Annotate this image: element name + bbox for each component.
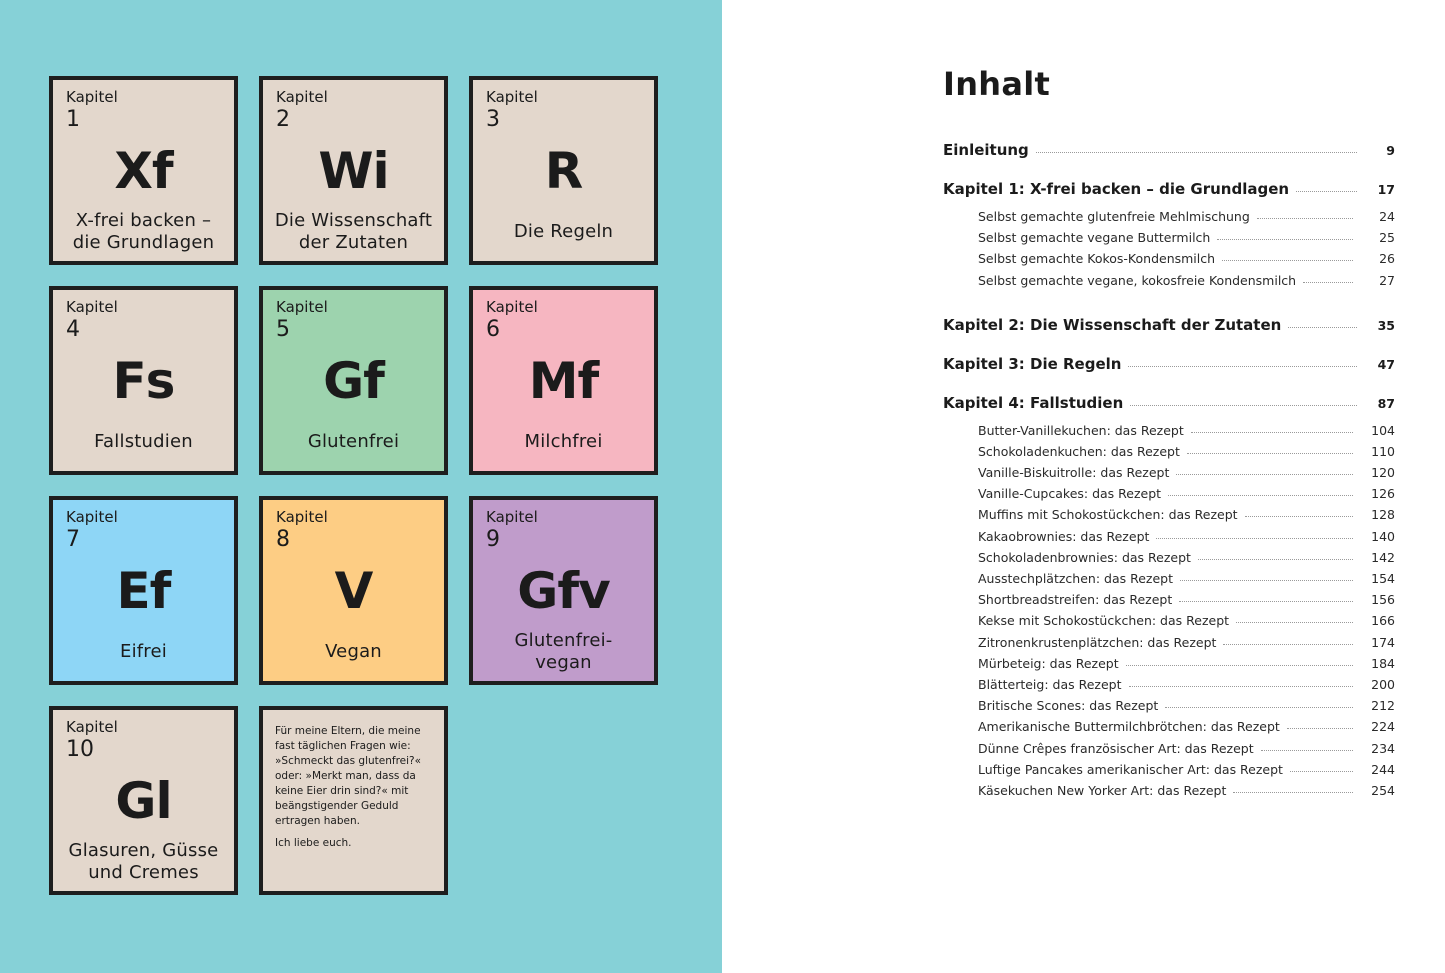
toc-sub-entry[interactable] <box>978 570 1395 588</box>
toc-entry-title: Shortbreadstreifen: das Rezept <box>978 592 1173 608</box>
toc-entry-title: Mürbeteig: das Rezept <box>978 655 1119 671</box>
toc-sub-entry[interactable] <box>978 634 1395 652</box>
toc-entry-page: 184 <box>1371 655 1395 671</box>
chapter-tile-3[interactable] <box>469 76 658 265</box>
toc-entry-title: Kekse mit Schokostückchen: das Rezept <box>978 613 1230 629</box>
toc-entry-title: Ausstechplätzchen: das Rezept <box>978 571 1173 586</box>
chapter-label: Kapitel <box>486 88 538 106</box>
toc-leader-dots <box>1130 405 1357 406</box>
toc-entry-page: 17 <box>1377 182 1395 197</box>
toc-title: Inhalt <box>943 65 1051 103</box>
toc-entry-title: Selbst gemachte vegane Buttermilch <box>978 230 1211 246</box>
chapter-label: Kapitel <box>66 718 118 736</box>
toc-entry-page: 212 <box>1371 698 1395 714</box>
toc-sub-entry[interactable] <box>978 272 1395 290</box>
contents-page <box>722 0 1445 973</box>
toc-entry-page: 87 <box>1377 395 1395 411</box>
chapter-label: Kapitel <box>486 508 538 526</box>
toc-entry-page: 126 <box>1371 486 1395 502</box>
chapter-name: Fallstudien <box>94 431 193 452</box>
chapter-symbol: Gl <box>115 772 172 830</box>
toc-sub-entry[interactable] <box>978 422 1395 440</box>
toc-chapter-entry[interactable] <box>943 354 1395 375</box>
chapter-name: Vegan <box>325 641 382 662</box>
toc-chapter-entry[interactable] <box>943 315 1395 336</box>
toc-chapter-entry[interactable] <box>943 393 1395 414</box>
toc-leader-dots <box>1296 191 1357 192</box>
toc-leader-dots <box>1187 453 1353 454</box>
toc-leader-dots <box>1176 474 1353 475</box>
toc-entry-title: Kapitel 4: Fallstudien <box>943 393 1124 412</box>
toc-entry-page: 154 <box>1371 571 1395 586</box>
chapter-number: 9 <box>486 527 500 552</box>
toc-leader-dots <box>1129 686 1353 687</box>
toc-leader-dots <box>1233 792 1353 793</box>
toc-leader-dots <box>1168 495 1353 496</box>
toc-entry-title: Luftige Pancakes amerikanischer Art: das Rezept <box>978 761 1283 777</box>
chapter-number: 2 <box>276 107 290 132</box>
toc-entry-page: 244 <box>1371 761 1395 777</box>
toc-leader-dots <box>1236 622 1353 623</box>
toc-sub-entry[interactable] <box>978 761 1395 779</box>
toc-entry-title: Amerikanische Buttermilchbrötchen: das Rezept <box>978 719 1280 735</box>
chapter-tile-10[interactable] <box>49 706 238 895</box>
toc-sub-entry[interactable] <box>978 464 1395 482</box>
toc-chapter-entry[interactable] <box>943 140 1395 161</box>
toc-sub-entry[interactable] <box>978 443 1395 461</box>
chapter-name: Glutenfrei <box>307 431 400 452</box>
chapter-number: 10 <box>66 737 94 762</box>
chapter-label: Kapitel <box>276 298 328 316</box>
chapter-label: Kapitel <box>486 298 538 316</box>
toc-entry-title: Muffins mit Schokostückchen: das Rezept <box>978 507 1238 523</box>
chapter-name: Glutenfrei- vegan <box>514 630 613 673</box>
chapter-symbol: Ef <box>116 562 171 620</box>
toc-entry-page: 128 <box>1371 507 1395 523</box>
toc-entry-page: 110 <box>1371 443 1395 459</box>
chapter-name: Die Regeln <box>513 221 614 242</box>
toc-leader-dots <box>1217 239 1353 240</box>
toc-leader-dots <box>1245 516 1353 517</box>
toc-entry-title: Einleitung <box>943 141 1029 159</box>
chapter-number: 6 <box>486 317 500 342</box>
toc-leader-dots <box>1180 580 1353 581</box>
chapter-number: 8 <box>276 527 290 552</box>
chapter-number: 4 <box>66 317 80 342</box>
toc-entry-page: 9 <box>1386 143 1395 158</box>
toc-sub-entry[interactable] <box>978 676 1395 694</box>
toc-entry-page: 142 <box>1371 549 1395 565</box>
toc-leader-dots <box>1128 366 1357 367</box>
toc-leader-dots <box>1036 152 1357 153</box>
toc-leader-dots <box>1261 750 1353 751</box>
chapter-symbol: Mf <box>528 352 599 410</box>
chapter-label: Kapitel <box>66 88 118 106</box>
toc-sub-entry[interactable] <box>978 655 1395 673</box>
chapter-symbol: Fs <box>112 352 175 410</box>
chapter-symbol: Xf <box>114 142 173 200</box>
chapter-label: Kapitel <box>66 508 118 526</box>
toc-entry-title: Kapitel 3: Die Regeln <box>943 354 1122 373</box>
toc-sub-entry[interactable] <box>978 718 1395 736</box>
chapter-name: Glasuren, Güsse und Cremes <box>68 840 219 883</box>
toc-entry-page: 156 <box>1371 592 1395 608</box>
toc-leader-dots <box>1223 644 1353 645</box>
toc-sub-entry[interactable] <box>978 782 1395 800</box>
toc-sub-entry[interactable] <box>978 229 1395 247</box>
toc-entry-title: Selbst gemachte glutenfreie Mehlmischung <box>978 209 1250 224</box>
chapter-tile-6[interactable] <box>469 286 658 475</box>
chapter-number: 5 <box>276 317 290 342</box>
toc-entry-title: Blätterteig: das Rezept <box>978 677 1122 692</box>
dedication-signoff: Ich liebe euch. <box>275 837 352 849</box>
toc-entry-title: Schokoladenbrownies: das Rezept <box>978 549 1191 565</box>
chapter-number: 3 <box>486 107 500 132</box>
chapter-tile-2[interactable] <box>259 76 448 265</box>
toc-entry-page: 174 <box>1371 634 1395 650</box>
toc-chapter-entry[interactable] <box>943 179 1395 200</box>
toc-entry-page: 47 <box>1377 356 1395 372</box>
dedication-text: Für meine Eltern, die meine fast täglichen Fragen wie: »Schmeckt das glutenfrei?« oder: »Merkt man, dass da keine Eier drin sind?« mit beängstigender Geduld ertragen haben. <box>275 725 422 827</box>
toc-sub-entry[interactable] <box>978 612 1395 630</box>
toc-entry-title: Selbst gemachte Kokos-Kondensmilch <box>978 251 1216 267</box>
toc-entry-page: 27 <box>1379 272 1395 288</box>
toc-entry-title: Kapitel 1: X-frei backen – die Grundlagen <box>943 180 1290 198</box>
chapter-tile-4[interactable] <box>49 286 238 475</box>
toc-entry-title: Britische Scones: das Rezept <box>978 698 1159 714</box>
toc-leader-dots <box>1165 707 1353 708</box>
chapter-name: Eifrei <box>120 641 167 662</box>
chapter-number: 1 <box>66 107 80 132</box>
toc-entry-page: 25 <box>1379 230 1395 246</box>
toc-entry-title: Butter-Vanillekuchen: das Rezept <box>978 422 1184 438</box>
toc-entry-page: 104 <box>1371 422 1395 438</box>
toc-entry-title: Selbst gemachte vegane, kokosfreie Kondensmilch <box>978 272 1297 288</box>
toc-entry-page: 224 <box>1371 719 1395 735</box>
toc-leader-dots <box>1191 432 1353 433</box>
chapter-tile-1[interactable] <box>49 76 238 265</box>
chapter-label: Kapitel <box>276 508 328 526</box>
toc-sub-entry[interactable] <box>978 697 1395 715</box>
toc-leader-dots <box>1156 538 1353 539</box>
chapter-number: 7 <box>66 527 80 552</box>
toc-sub-entry[interactable] <box>978 740 1395 758</box>
chapter-name: Die Wissenschaft der Zutaten <box>274 210 433 253</box>
chapter-tile-8[interactable] <box>259 496 448 685</box>
chapter-tile-7[interactable] <box>49 496 238 685</box>
chapter-label: Kapitel <box>276 88 328 106</box>
toc-entry-page: 254 <box>1371 783 1395 798</box>
toc-entry-page: 26 <box>1379 251 1395 267</box>
toc-sub-entry[interactable] <box>978 549 1395 567</box>
toc-sub-entry[interactable] <box>978 250 1395 268</box>
toc-leader-dots <box>1288 327 1357 328</box>
toc-entry-title: Kapitel 2: Die Wissenschaft der Zutaten <box>943 315 1282 334</box>
toc-entry-page: 120 <box>1371 465 1395 480</box>
toc-entry-page: 200 <box>1371 677 1395 692</box>
toc-leader-dots <box>1290 771 1353 772</box>
chapter-label: Kapitel <box>66 298 118 316</box>
toc-sub-entry[interactable] <box>978 208 1395 226</box>
chapter-name: X-frei backen – die Grundlagen <box>72 210 215 253</box>
toc-entry-title: Dünne Crêpes französischer Art: das Rezept <box>978 740 1254 756</box>
toc-entry-page: 35 <box>1377 317 1395 333</box>
toc-sub-entry[interactable] <box>978 591 1395 609</box>
chapter-symbol: Gfv <box>517 562 610 620</box>
chapter-tile-5[interactable] <box>259 286 448 475</box>
toc-leader-dots <box>1198 559 1353 560</box>
chapters-page <box>0 0 722 973</box>
toc-entry-title: Zitronenkrustenplätzchen: das Rezept <box>978 634 1217 650</box>
dedication-box <box>259 706 448 895</box>
chapter-name: Milchfrei <box>524 431 603 452</box>
toc-leader-dots <box>1257 218 1353 219</box>
toc-entry-page: 166 <box>1371 613 1395 629</box>
toc-entry-page: 140 <box>1371 528 1395 544</box>
toc-entry-title: Vanille-Cupcakes: das Rezept <box>978 486 1162 502</box>
toc-leader-dots <box>1287 728 1353 729</box>
chapter-symbol: Gf <box>323 352 384 410</box>
toc-entry-page: 24 <box>1379 209 1395 224</box>
toc-leader-dots <box>1303 282 1353 283</box>
toc-entry-title: Schokoladenkuchen: das Rezept <box>978 443 1180 459</box>
toc-sub-entry[interactable] <box>978 485 1395 503</box>
toc-entry-page: 234 <box>1371 740 1395 756</box>
toc-entry-title: Kakaobrownies: das Rezept <box>978 528 1150 544</box>
toc-leader-dots <box>1222 260 1353 261</box>
chapter-symbol: Wi <box>318 142 389 200</box>
toc-leader-dots <box>1126 665 1353 666</box>
chapter-symbol: R <box>544 142 583 200</box>
chapter-tile-9[interactable] <box>469 496 658 685</box>
toc-entry-title: Käsekuchen New Yorker Art: das Rezept <box>978 783 1227 798</box>
toc-sub-entry[interactable] <box>978 528 1395 546</box>
toc-sub-entry[interactable] <box>978 506 1395 524</box>
chapter-symbol: V <box>334 562 373 620</box>
toc-leader-dots <box>1179 601 1353 602</box>
toc-entry-title: Vanille-Biskuitrolle: das Rezept <box>978 465 1170 480</box>
